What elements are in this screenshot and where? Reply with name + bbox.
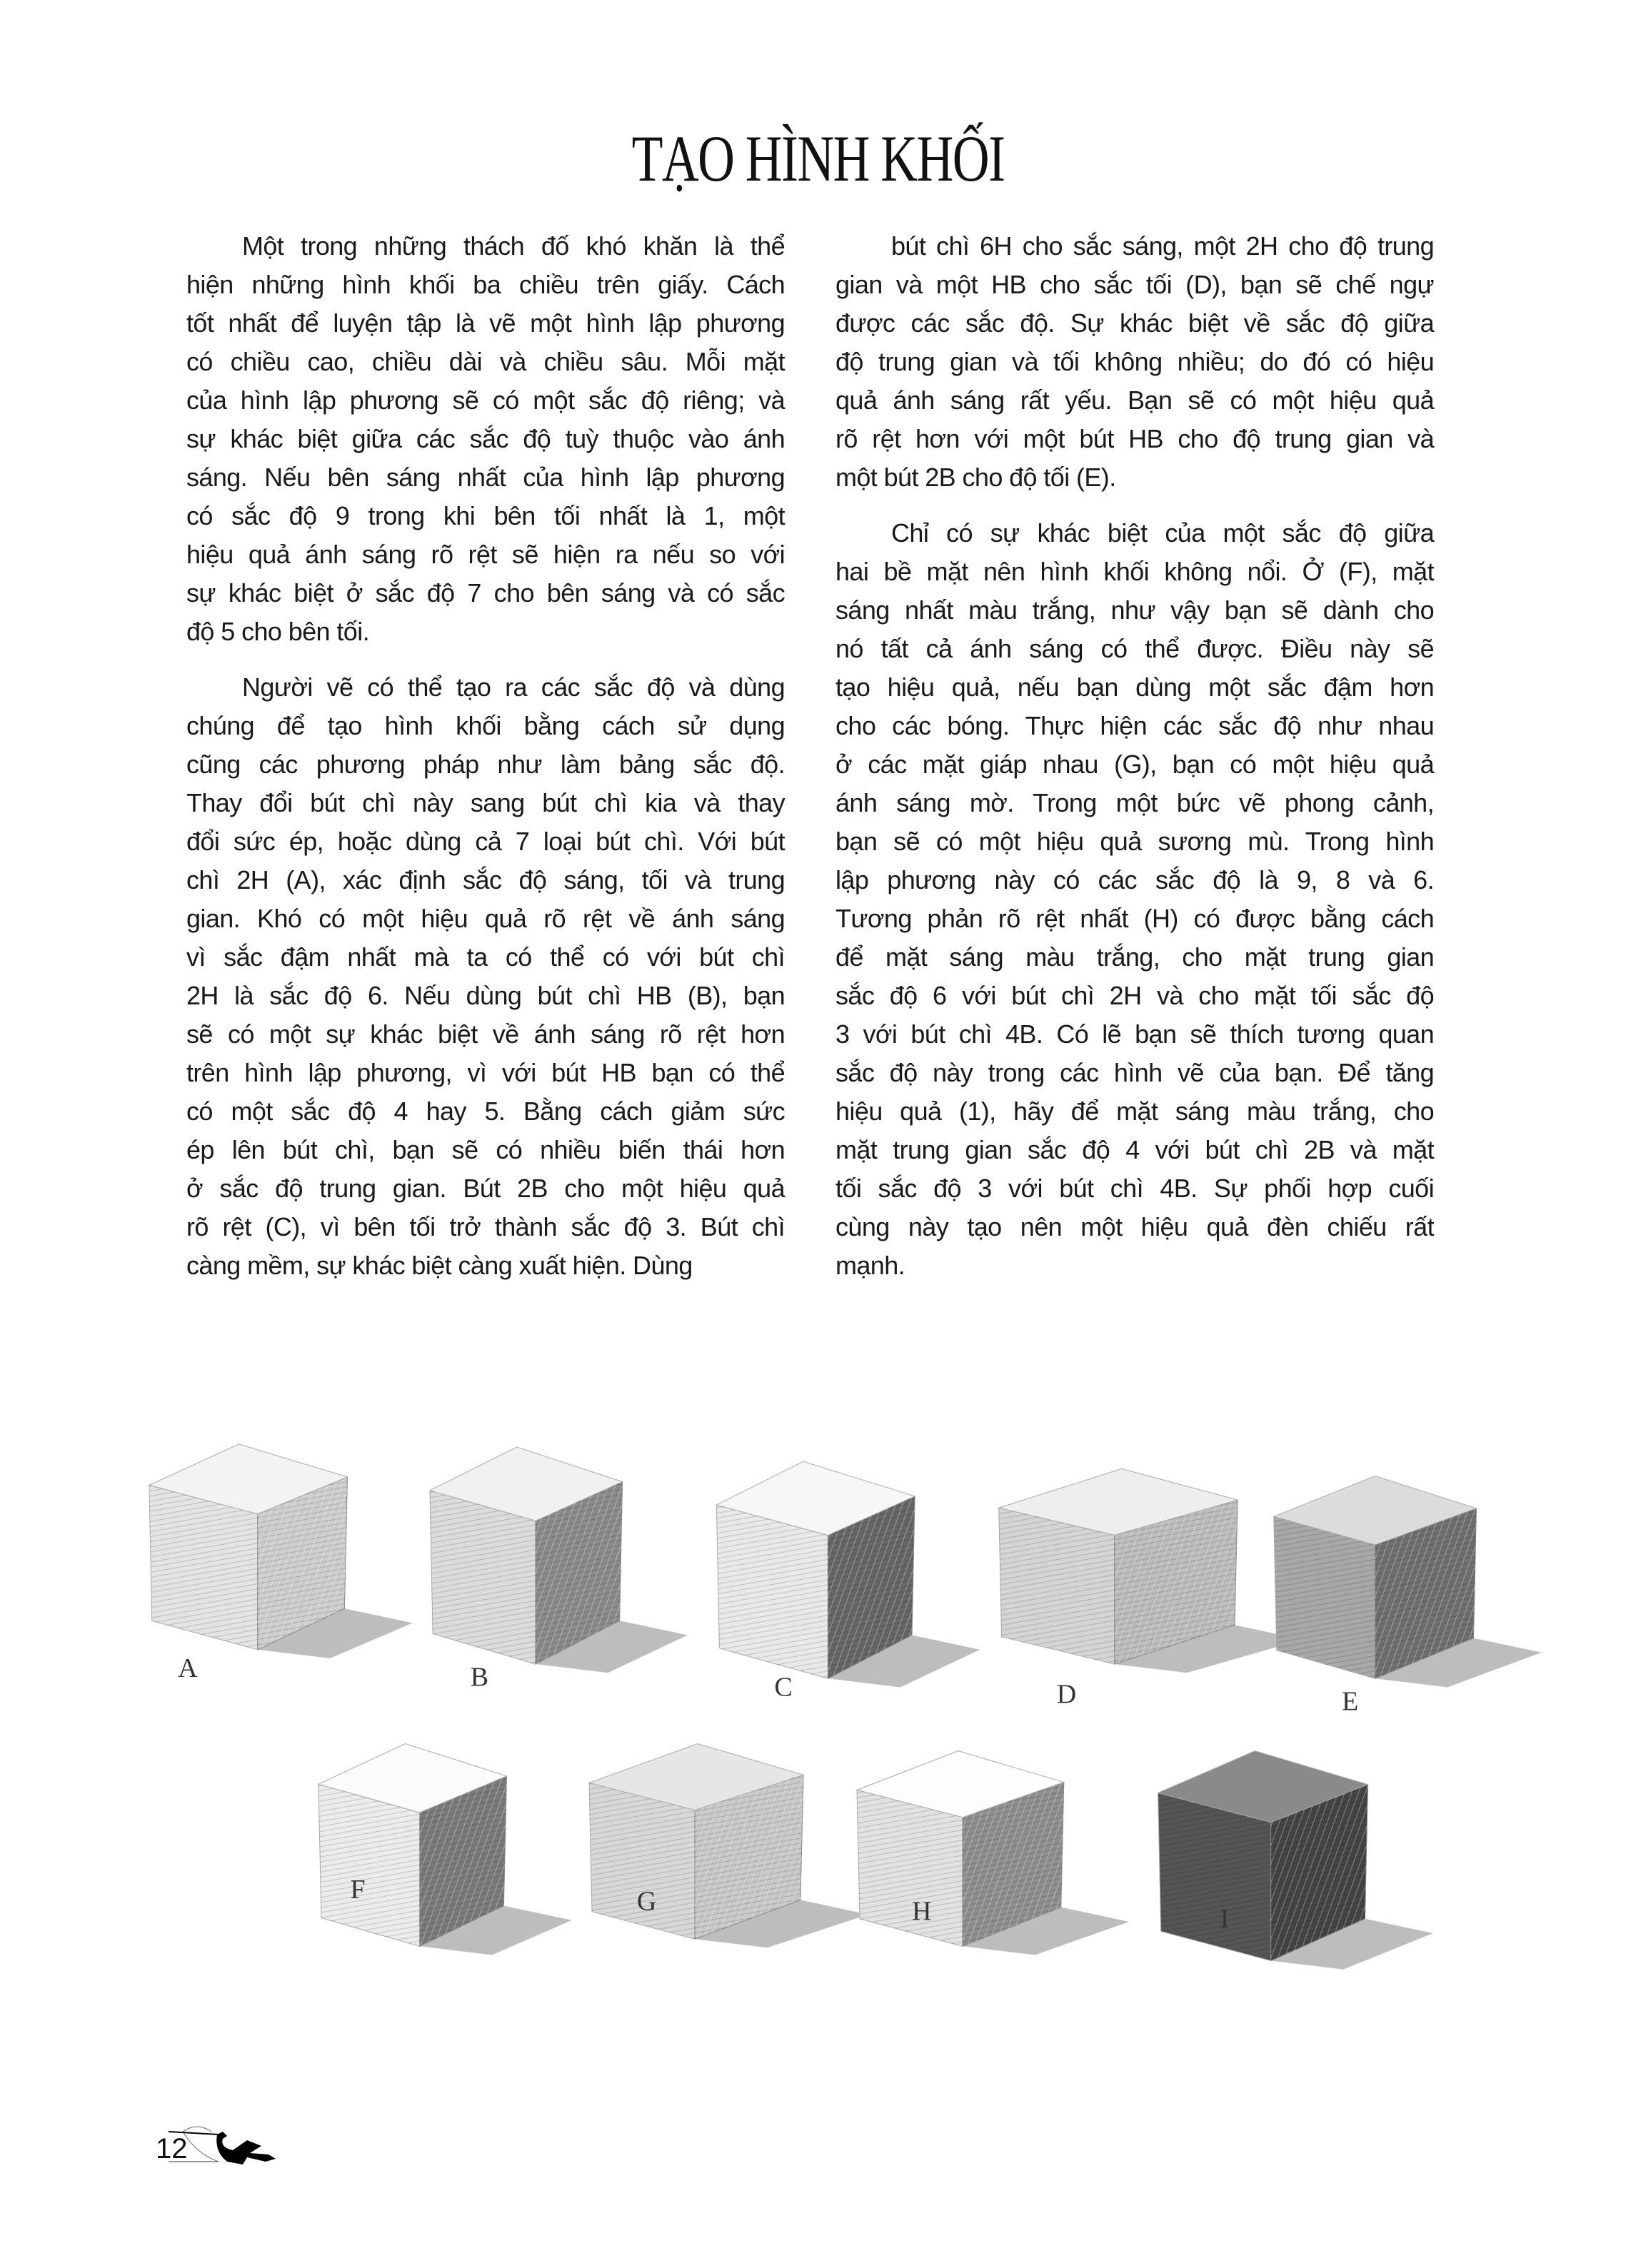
text-line: sắc độ 6 với bút chì 2H và cho mặt tối sắc độ [835, 981, 1434, 1010]
text-line: có chiều cao, chiều dài và chiều sâu. Mỗi mặt [186, 347, 785, 376]
text-line: cũng các phương pháp như làm bảng sắc độ. [186, 750, 785, 779]
text-line: bút chì 6H cho sắc sáng, một 2H cho độ trung [891, 231, 1434, 261]
text-line: 3 với bút chì 4B. Có lẽ bạn sẽ thích tương quan [835, 1019, 1434, 1049]
text-line: của hình lập phương sẽ có một sắc độ riêng; và [186, 385, 785, 415]
text-line: sẽ có một sự khác biệt về ánh sáng rõ rệt hơn [186, 1019, 785, 1049]
cube-hatching [716, 1505, 828, 1678]
text-line: gian và một HB cho sắc tối (D), bạn sẽ chế ngự [835, 270, 1434, 299]
page-number: 12 [156, 2133, 188, 2164]
text-line: hiệu quả (1), hãy để mặt sáng màu trắng, cho [835, 1097, 1434, 1126]
text-line: lập phương này có các sắc độ là 9, 8 và 6. [835, 865, 1434, 894]
cube-label: B [470, 1662, 489, 1693]
paragraph [186, 668, 785, 1285]
cube-hatching [149, 1486, 258, 1650]
cube-a [149, 1444, 413, 1683]
text-line: cùng này tạo nên một hiệu quả đèn chiếu rất [835, 1212, 1434, 1241]
text-line: càng mềm, sự khác biệt càng xuất hiện. Dùng [186, 1251, 693, 1280]
text-line: rõ rệt (C), vì bên tối trở thành sắc độ 3. Bút chì [186, 1212, 785, 1241]
text-line: độ trung gian và tối không nhiều; do đó có hiệu [835, 347, 1434, 376]
left-column [186, 227, 785, 1302]
text-line: ánh sáng mờ. Trong một bức vẽ phong cảnh, [835, 788, 1434, 817]
text-line: có sắc độ 9 trong khi bên tối nhất là 1, một [186, 501, 785, 530]
text-line: Thay đổi bút chì này sang bút chì kia và thay [186, 788, 785, 817]
right-column [835, 227, 1434, 1302]
text-line: được các sắc độ. Sự khác biệt về sắc độ giữa [835, 308, 1434, 338]
cube-label: I [1220, 1903, 1230, 1934]
text-line: ở các mặt giáp nhau (G), bạn có một hiệu quả [835, 750, 1434, 779]
cube-hatching [999, 1508, 1115, 1664]
paragraph [835, 514, 1434, 1285]
cube-f [318, 1744, 572, 1955]
text-line: gian. Khó có một hiệu quả rõ rệt về ánh sáng [186, 904, 785, 933]
text-line: Một trong những thách đố khó khăn là thể [242, 231, 785, 261]
cube-hatching [857, 1790, 963, 1946]
text-line: chúng để tạo hình khối bằng cách sử dụng [186, 711, 785, 740]
text-line: sắc độ này trong các hình vẽ của bạn. Để tăng [835, 1058, 1434, 1087]
text-line: Chỉ có sự khác biệt của một sắc độ giữa [891, 518, 1434, 548]
text-line: đổi sức ép, hoặc dùng cả 7 loại bút chì. Với bút [186, 827, 785, 856]
text-line: Người vẽ có thể tạo ra các sắc độ và dùng [242, 672, 785, 702]
cube-hatching [430, 1491, 536, 1664]
text-line: 2H là sắc độ 6. Nếu dùng bút chì HB (B), bạn [186, 981, 785, 1010]
text-line: sự khác biệt giữa các sắc độ tuỳ thuộc vào ánh [186, 424, 785, 453]
cube-i [1158, 1751, 1433, 1970]
text-line: Tương phản rõ rệt nhất (H) có được bằng cách [835, 904, 1434, 933]
cube-c [716, 1461, 980, 1702]
cube-label: D [1056, 1679, 1077, 1710]
cube-label: G [636, 1886, 657, 1917]
text-line: sáng. Nếu bên sáng nhất của hình lập phương [186, 463, 785, 492]
text-line: trên hình lập phương, vì với bút HB bạn có thể [186, 1058, 785, 1087]
cube-b [430, 1447, 688, 1692]
paragraph [835, 227, 1434, 497]
cube-hatching [1158, 1793, 1271, 1961]
text-line: có một sắc độ 4 hay 5. Bằng cách giảm sức [186, 1097, 785, 1126]
text-line: hiệu quả ánh sáng rõ rệt sẽ hiện ra nếu so với [186, 540, 785, 569]
cube-hatching [1274, 1516, 1375, 1678]
text-line: hiện những hình khối ba chiều trên giấy. Cách [186, 270, 785, 299]
cube-e [1274, 1476, 1542, 1717]
text-line: ép lên bút chì, bạn sẽ có nhiều biến thái hơn [186, 1135, 785, 1164]
text-line: để mặt sáng màu trắng, cho mặt trung gian [835, 942, 1434, 972]
text-line: mặt trung gian sắc độ 4 với bút chì 2B và mặt [835, 1135, 1434, 1164]
text-line: tối sắc độ 3 với bút chì 4B. Sự phối hợp cuối [835, 1174, 1434, 1203]
text-line: tạo hiệu quả, nếu bạn dùng một sắc đậm hơn [835, 672, 1434, 702]
cube-label: E [1342, 1686, 1359, 1717]
text-line: ở sắc độ trung gian. Bút 2B cho một hiệu quả [186, 1174, 785, 1203]
text-line: hai bề mặt nên hình khối không nổi. Ở (F), mặt [835, 557, 1434, 586]
text-line: mạnh. [835, 1251, 905, 1280]
cube-h [857, 1751, 1129, 1955]
cube-d [999, 1468, 1303, 1709]
text-line: sự khác biệt ở sắc độ 7 cho bên sáng và có sắc [186, 578, 785, 608]
text-line: tốt nhất để luyện tập là vẽ một hình lập phương [186, 308, 785, 338]
text-line: rõ rệt hơn với một bút HB cho độ trung gian và [835, 424, 1434, 453]
cube-label: F [350, 1875, 366, 1905]
cube-label: A [178, 1653, 198, 1684]
cube-g [589, 1744, 868, 1948]
page-title: TẠO HÌNH KHỐI [631, 122, 1005, 195]
cube-label: C [774, 1672, 793, 1703]
paragraph [186, 227, 785, 651]
text-line: bạn sẽ có một hiệu quả sương mù. Trong hình [835, 827, 1434, 856]
text-line: một bút 2B cho độ tối (E). [835, 463, 1116, 492]
bird-logo-icon [169, 2126, 283, 2169]
text-line: độ 5 cho bên tối. [186, 617, 370, 646]
text-line: nó tất cả ánh sáng có thể được. Điều này sẽ [835, 634, 1434, 663]
text-line: quả ánh sáng rất yếu. Bạn sẽ có một hiệu quả [835, 385, 1434, 415]
text-line: sáng nhất màu trắng, như vậy bạn sẽ dành cho [835, 595, 1434, 625]
text-line: vì sắc đậm nhất mà ta có thể có với bút chì [186, 942, 785, 972]
text-line: cho các bóng. Thực hiện các sắc độ như nhau [835, 711, 1434, 740]
text-line: chì 2H (A), xác định sắc độ sáng, tối và trung [186, 865, 785, 894]
cube-label: H [912, 1896, 932, 1927]
cube-illustrations [0, 1356, 1636, 1999]
cube-hatching [318, 1784, 420, 1946]
